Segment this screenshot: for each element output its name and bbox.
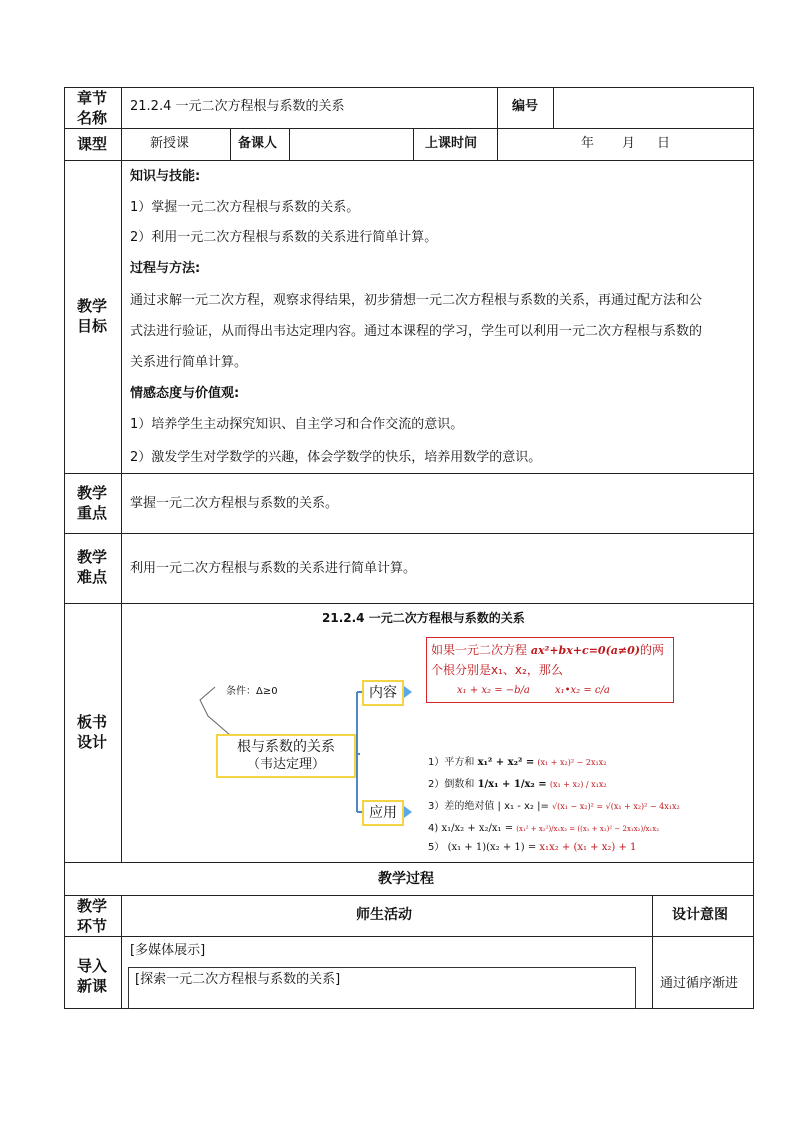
vieta-statement-line-2: 个根分别是x₁、x₂，那么 [431, 663, 563, 677]
goals-label: 教学 目标 [76, 297, 107, 335]
vieta-product-formula: x₁•x₂ = c/a [555, 685, 610, 696]
process-col-intent: 设计意图 [672, 907, 728, 923]
app-4-lhs: x₁/x₂ + x₂/x₁ = [441, 823, 514, 834]
goals-knowledge-2: 2）利用一元二次方程根与系数的关系进行简单计算。 [130, 230, 438, 245]
vieta-theorem-box [216, 734, 356, 778]
time-label: 上课时间 [425, 136, 478, 151]
condition-label: 条件：Δ≥0 [226, 686, 278, 697]
app-5-label: 5） [428, 842, 445, 853]
apply-arrow-icon [404, 806, 412, 818]
vieta-statement-a: 如果一元二次方程 [431, 643, 531, 657]
app-3 [428, 800, 680, 814]
content-arrow-icon [404, 686, 412, 698]
key-point-text: 掌握一元二次方程根与系数的关系。 [130, 496, 339, 511]
key-point-label: 教学 重点 [76, 484, 107, 522]
app-4-label: 4) [428, 823, 439, 834]
intro-stage-label: 导入 新课 [76, 957, 107, 995]
type-value: 新授课 [150, 136, 190, 151]
goals-knowledge-1: 1）掌握一元二次方程根与系数的关系。 [130, 200, 360, 215]
process-col-activity: 师生活动 [356, 907, 412, 923]
board-label: 板书 设计 [76, 713, 107, 751]
app-3-label: 3）差的绝对值 | x₁ - x₂ |= [428, 801, 549, 812]
app-2-lhs: 1/x₁ + 1/x₂ = [477, 779, 547, 790]
difficulty-label: 教学 难点 [76, 548, 107, 586]
app-4 [428, 822, 659, 836]
app-5-lhs: (x₁ + 1)(x₂ + 1) = [447, 842, 537, 853]
app-2 [428, 778, 607, 792]
app-2-rhs: (x₁ + x₂) / x₁x₂ [549, 780, 607, 789]
app-1-lhs: x₁² + x₂² = [477, 757, 535, 768]
process-col-stage: 教学 环节 [76, 897, 107, 935]
date-day: 日 [657, 136, 671, 151]
preparer-label: 备课人 [238, 136, 278, 151]
goals-process-line-1: 通过求解一元二次方程，观察求得结果，初步猜想一元二次方程根与系数的关系，再通过配方法和公 [130, 293, 703, 308]
intro-intent: 通过循序渐进 [660, 976, 739, 991]
app-2-label: 2）倒数和 [428, 779, 475, 790]
app-3-rhs: √(x₁ − x₂)² = √(x₁ + x₂)² − 4x₁x₂ [552, 802, 680, 811]
goals-heading-emotion: 情感态度与价值观: [130, 386, 240, 401]
goals-emotion-1: 1）培养学生主动探究知识、自主学习和合作交流的意识。 [130, 417, 464, 432]
date-month: 月 [622, 136, 636, 151]
goals-emotion-2: 2）激发学生对学数学的兴趣，体会学数学的快乐，培养用数学的意识。 [130, 450, 542, 465]
vieta-statement-c: 的两 [640, 643, 665, 657]
intro-explore-box [128, 967, 636, 1009]
intro-multimedia: [多媒体展示] [130, 943, 206, 958]
apply-node: 应用 [362, 800, 404, 826]
chapter-value: 21.2.4 一元二次方程根与系数的关系 [130, 99, 345, 114]
process-title: 教学过程 [378, 871, 434, 887]
date-year: 年 [581, 136, 595, 151]
chapter-label: 章节 名称 [76, 89, 107, 127]
intro-explore-text: [探索一元二次方程根与系数的关系] [135, 972, 341, 987]
board-title: 21.2.4 一元二次方程根与系数的关系 [322, 611, 525, 625]
app-4-rhs: (x₁² + x₂²)/x₁x₂ = ((x₁ + x₂)² − 2x₁x₂)/x₁x₂ [516, 825, 660, 833]
difficulty-text: 利用一元二次方程根与系数的关系进行简单计算。 [130, 561, 417, 576]
app-1 [428, 756, 606, 770]
vieta-line-1: 根与系数的关系 [237, 739, 335, 755]
goals-heading-process: 过程与方法: [130, 261, 201, 276]
app-1-label: 1）平方和 [428, 757, 475, 768]
number-label: 编号 [512, 99, 539, 114]
vieta-line-2: （韦达定理） [246, 757, 325, 772]
vieta-sum-formula: x₁ + x₂ = −b/a [457, 685, 530, 696]
app-1-rhs: (x₁ + x₂)² − 2x₁x₂ [537, 758, 607, 767]
goals-process-line-3: 关系进行简单计算。 [130, 355, 248, 370]
app-5-rhs: x₁x₂ + (x₁ + x₂) + 1 [539, 842, 637, 853]
vieta-equation: ax²+bx+c=0(a≠0) [530, 644, 640, 657]
goals-process-line-2: 式法进行验证，从而得出韦达定理内容。通过本课程的学习，学生可以利用一元二次方程根与系数的 [130, 324, 703, 339]
app-5 [428, 841, 636, 855]
content-node: 内容 [362, 680, 404, 706]
vieta-content-box [426, 637, 674, 703]
goals-heading-knowledge: 知识与技能: [130, 169, 201, 184]
vieta-statement-line-1 [431, 642, 664, 659]
type-label: 课型 [76, 135, 107, 153]
